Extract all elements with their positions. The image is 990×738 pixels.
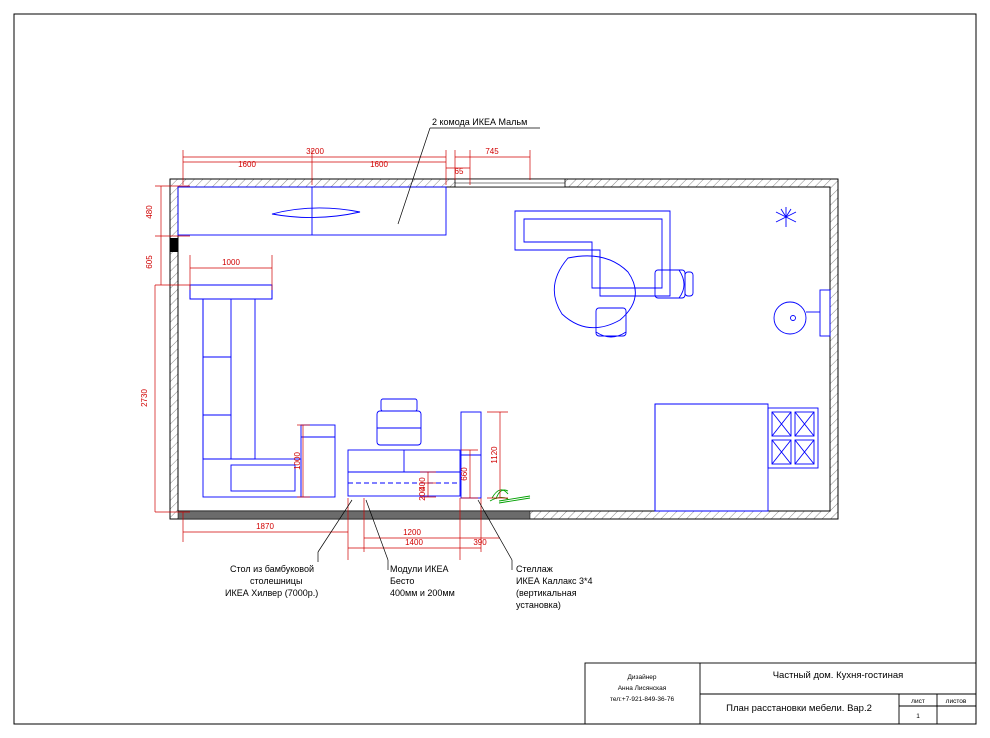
dimension-text bbox=[140, 147, 499, 547]
snowflake-icon bbox=[776, 207, 796, 227]
note-hilver-line-0: Стол из бамбуковой bbox=[230, 564, 314, 574]
note-malm-line-0: 2 комода ИКЕА Мальм bbox=[432, 117, 528, 127]
dim-200: 200 bbox=[418, 487, 427, 501]
sofa-sectional bbox=[190, 285, 335, 497]
dim-1600-b: 1600 bbox=[370, 160, 388, 169]
dim-1200: 1200 bbox=[403, 528, 421, 537]
cooktop bbox=[768, 408, 818, 468]
dim-745: 745 bbox=[485, 147, 499, 156]
small-table-chair bbox=[377, 399, 421, 445]
dim-400: 400 bbox=[418, 477, 427, 491]
designer-role: Дизайнер bbox=[627, 674, 657, 681]
dim-480: 480 bbox=[145, 205, 154, 219]
title-block bbox=[585, 663, 976, 724]
walls bbox=[170, 179, 838, 519]
dim-1000-top: 1000 bbox=[222, 258, 240, 267]
note-kallax-line-2: (вертикальная bbox=[516, 588, 577, 598]
dimension-layer bbox=[155, 150, 530, 560]
note-besta-line-1: Бесто bbox=[390, 576, 415, 586]
dim-605: 605 bbox=[145, 255, 154, 269]
dim-1870: 1870 bbox=[256, 522, 274, 531]
sheet-label: лист bbox=[911, 698, 925, 705]
kitchen-counter-l bbox=[655, 404, 768, 511]
note-besta-line-2: 400мм и 200мм bbox=[390, 588, 455, 598]
project-title: Частный дом. Кухня-гостиная bbox=[772, 670, 904, 681]
dim-660: 660 bbox=[460, 467, 469, 481]
malm-chests bbox=[178, 187, 446, 235]
note-kallax-line-1: ИКЕА Каллакс 3*4 bbox=[516, 576, 593, 586]
door-opening-left bbox=[170, 238, 178, 252]
threshold-bottom bbox=[178, 511, 530, 519]
annotation-layer bbox=[318, 128, 540, 570]
note-kallax-line-3: установка) bbox=[516, 600, 561, 610]
dim-3200: 3200 bbox=[306, 147, 324, 156]
round-wall-fixture bbox=[774, 290, 830, 336]
designer-name: Анна Лисянская bbox=[617, 685, 667, 692]
furniture-layer bbox=[178, 187, 830, 511]
designer-phone: тел:+7-921-849-36-76 bbox=[609, 696, 675, 703]
sheets-label: листов bbox=[945, 698, 967, 705]
dim-1120: 1120 bbox=[490, 446, 499, 464]
dim-1400: 1400 bbox=[405, 538, 423, 547]
dim-390: 390 bbox=[473, 538, 487, 547]
note-besta-line-0: Модули ИКЕА bbox=[390, 564, 449, 574]
dim-2730: 2730 bbox=[140, 389, 149, 407]
kallax-shelf bbox=[461, 412, 481, 498]
corner-desk bbox=[515, 211, 670, 296]
note-hilver-line-2: ИКЕА Хилвер (7000р.) bbox=[225, 588, 319, 598]
dim-65: 65 bbox=[454, 167, 464, 176]
besta-modules bbox=[348, 450, 460, 496]
dim-1000-sofa: 1000 bbox=[293, 452, 302, 470]
note-hilver-line-1: столешницы bbox=[250, 576, 303, 586]
sheet-number: 1 bbox=[916, 713, 920, 720]
note-kallax-line-0: Стеллаж bbox=[516, 564, 553, 574]
plant-icon bbox=[490, 490, 530, 503]
drawing-title: План расстановки мебели. Вар.2 bbox=[726, 703, 872, 714]
dim-1600-a: 1600 bbox=[238, 160, 256, 169]
